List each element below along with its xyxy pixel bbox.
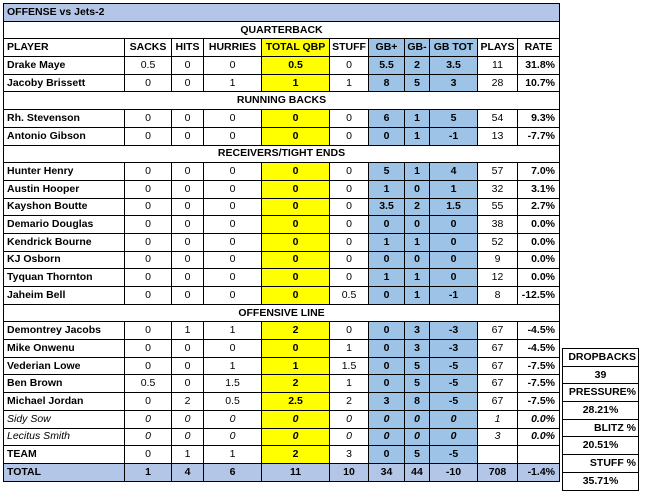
summary-label: BLITZ % — [563, 419, 639, 437]
section-offensive-line — [4, 304, 560, 322]
player-name: Tyquan Thornton — [4, 269, 125, 287]
gb-plus-cell: 0 — [369, 287, 405, 305]
rate-cell: 9.3% — [518, 110, 560, 128]
plays-cell: 32 — [478, 180, 518, 198]
gb-minus-cell: 1 — [405, 110, 430, 128]
total-qbp-cell: 2 — [262, 322, 330, 340]
hits-cell: 1 — [172, 322, 204, 340]
hurries-cell: 0 — [204, 127, 262, 145]
stuff-cell: 1.5 — [330, 357, 369, 375]
gb-plus-cell: 5.5 — [369, 57, 405, 75]
gb-minus-cell: 0 — [405, 180, 430, 198]
hits-cell: 0 — [172, 269, 204, 287]
plays-cell: 67 — [478, 375, 518, 393]
hits-cell: 0 — [172, 198, 204, 216]
player-name: Demario Douglas — [4, 216, 125, 234]
sacks-cell: 0 — [125, 180, 172, 198]
gb-minus-cell: 1 — [405, 127, 430, 145]
sacks-cell: 0 — [125, 357, 172, 375]
total-cell: 10 — [330, 463, 369, 481]
section-title: RECEIVERS/TIGHT ENDS — [4, 145, 560, 163]
player-row — [4, 428, 560, 446]
hurries-cell: 0 — [204, 110, 262, 128]
total-qbp-cell: 1 — [262, 74, 330, 92]
total-cell: 34 — [369, 463, 405, 481]
player-name: Sidy Sow — [4, 410, 125, 428]
sacks-cell: 0 — [125, 233, 172, 251]
total-qbp-cell: 2 — [262, 446, 330, 464]
gb-minus-cell: 1 — [405, 287, 430, 305]
gb-plus-cell: 1 — [369, 233, 405, 251]
hurries-cell: 0 — [204, 269, 262, 287]
plays-cell: 1 — [478, 410, 518, 428]
player-row — [4, 269, 560, 287]
gb-tot-cell: -5 — [430, 357, 478, 375]
column-header-row — [4, 39, 560, 57]
total-cell: 708 — [478, 463, 518, 481]
summary-value: 39 — [563, 366, 639, 384]
header-stuff: STUFF — [330, 39, 369, 57]
player-name: Jaheim Bell — [4, 287, 125, 305]
total-qbp-cell: 0 — [262, 110, 330, 128]
player-row — [4, 340, 560, 358]
header-sacks: SACKS — [125, 39, 172, 57]
hurries-cell: 1 — [204, 357, 262, 375]
hits-cell: 0 — [172, 251, 204, 269]
gb-tot-cell: 1.5 — [430, 198, 478, 216]
sacks-cell: 0 — [125, 446, 172, 464]
gb-minus-cell: 1 — [405, 233, 430, 251]
rate-cell: 0.0% — [518, 428, 560, 446]
total-qbp-cell: 0.5 — [262, 57, 330, 75]
gb-tot-cell: -1 — [430, 127, 478, 145]
hurries-cell: 0 — [204, 233, 262, 251]
hits-cell: 0 — [172, 163, 204, 181]
player-row — [4, 287, 560, 305]
hits-cell: 0 — [172, 216, 204, 234]
gb-plus-cell: 0 — [369, 446, 405, 464]
stuff-cell: 0 — [330, 251, 369, 269]
gb-tot-cell: 4 — [430, 163, 478, 181]
summary-label: DROPBACKS — [563, 349, 639, 367]
gb-plus-cell: 0 — [369, 410, 405, 428]
summary-label-row — [563, 455, 639, 473]
player-row — [4, 375, 560, 393]
sheet-title: OFFENSE vs Jets-2 — [4, 4, 560, 22]
gb-plus-cell: 0 — [369, 375, 405, 393]
gb-minus-cell: 2 — [405, 57, 430, 75]
gb-tot-cell: -3 — [430, 322, 478, 340]
summary-value-row — [563, 472, 639, 490]
hurries-cell: 0 — [204, 57, 262, 75]
gb-tot-cell: -5 — [430, 393, 478, 411]
rate-cell — [518, 446, 560, 464]
player-name: Lecitus Smith — [4, 428, 125, 446]
gb-minus-cell: 0 — [405, 410, 430, 428]
gb-minus-cell: 3 — [405, 322, 430, 340]
total-cell: 6 — [204, 463, 262, 481]
total-qbp-cell: 0 — [262, 340, 330, 358]
total-label: TOTAL — [4, 463, 125, 481]
gb-tot-cell: 0 — [430, 269, 478, 287]
rate-cell: -7.5% — [518, 375, 560, 393]
gb-plus-cell: 6 — [369, 110, 405, 128]
gb-minus-cell: 0 — [405, 216, 430, 234]
gb-plus-cell: 0 — [369, 251, 405, 269]
hurries-cell: 0 — [204, 198, 262, 216]
total-cell: 11 — [262, 463, 330, 481]
gb-tot-cell: -5 — [430, 375, 478, 393]
gb-plus-cell: 0 — [369, 127, 405, 145]
player-name: Austin Hooper — [4, 180, 125, 198]
plays-cell: 67 — [478, 340, 518, 358]
stuff-cell: 1 — [330, 340, 369, 358]
plays-cell: 3 — [478, 428, 518, 446]
total-qbp-cell: 0 — [262, 233, 330, 251]
gb-tot-cell: 0 — [430, 216, 478, 234]
summary-label-row — [563, 419, 639, 437]
hits-cell: 0 — [172, 180, 204, 198]
summary-label-row — [563, 349, 639, 367]
hits-cell: 0 — [172, 357, 204, 375]
rate-cell: 3.1% — [518, 180, 560, 198]
plays-cell: 12 — [478, 269, 518, 287]
summary-stats-table — [562, 348, 639, 491]
total-qbp-cell: 0 — [262, 287, 330, 305]
header-gb-tot: GB TOT — [430, 39, 478, 57]
gb-plus-cell: 8 — [369, 74, 405, 92]
hurries-cell: 0 — [204, 287, 262, 305]
total-row — [4, 463, 560, 481]
hits-cell: 0 — [172, 410, 204, 428]
total-qbp-cell: 2 — [262, 375, 330, 393]
hurries-cell: 0 — [204, 251, 262, 269]
summary-value: 28.21% — [563, 402, 639, 420]
player-row — [4, 198, 560, 216]
sacks-cell: 0 — [125, 163, 172, 181]
hits-cell: 1 — [172, 446, 204, 464]
total-cell: -1.4% — [518, 463, 560, 481]
stuff-cell: 1 — [330, 375, 369, 393]
sacks-cell: 0 — [125, 127, 172, 145]
stuff-cell: 0 — [330, 410, 369, 428]
player-name: Michael Jordan — [4, 393, 125, 411]
sacks-cell: 0.5 — [125, 375, 172, 393]
plays-cell: 67 — [478, 393, 518, 411]
sacks-cell: 0 — [125, 393, 172, 411]
total-cell: -10 — [430, 463, 478, 481]
total-qbp-cell: 0 — [262, 251, 330, 269]
player-name: Kayshon Boutte — [4, 198, 125, 216]
player-row — [4, 393, 560, 411]
total-qbp-cell: 0 — [262, 269, 330, 287]
player-name: Drake Maye — [4, 57, 125, 75]
player-name: Kendrick Bourne — [4, 233, 125, 251]
gb-plus-cell: 3 — [369, 393, 405, 411]
header-player: PLAYER — [4, 39, 125, 57]
rate-cell: -7.5% — [518, 357, 560, 375]
gb-tot-cell: 0 — [430, 251, 478, 269]
gb-plus-cell: 0 — [369, 428, 405, 446]
hurries-cell: 1 — [204, 74, 262, 92]
rate-cell: 2.7% — [518, 198, 560, 216]
title-row — [4, 4, 560, 22]
hits-cell: 2 — [172, 393, 204, 411]
stuff-cell: 0.5 — [330, 287, 369, 305]
summary-label: STUFF % — [563, 455, 639, 473]
gb-plus-cell: 1 — [369, 180, 405, 198]
stuff-cell: 0 — [330, 233, 369, 251]
rate-cell: 0.0% — [518, 216, 560, 234]
player-name: Jacoby Brissett — [4, 74, 125, 92]
rate-cell: 0.0% — [518, 410, 560, 428]
section-title: QUARTERBACK — [4, 21, 560, 39]
sacks-cell: 0 — [125, 340, 172, 358]
plays-cell: 55 — [478, 198, 518, 216]
summary-value-row — [563, 437, 639, 455]
total-qbp-cell: 0 — [262, 163, 330, 181]
player-row — [4, 216, 560, 234]
summary-value: 20.51% — [563, 437, 639, 455]
player-name: Ben Brown — [4, 375, 125, 393]
stuff-cell: 1 — [330, 74, 369, 92]
rate-cell: 7.0% — [518, 163, 560, 181]
header-gb: GB- — [405, 39, 430, 57]
stuff-cell: 0 — [330, 216, 369, 234]
total-qbp-cell: 0 — [262, 410, 330, 428]
player-name: Rh. Stevenson — [4, 110, 125, 128]
summary-label: PRESSURE% — [563, 384, 639, 402]
gb-plus-cell: 5 — [369, 163, 405, 181]
header-rate: RATE — [518, 39, 560, 57]
gb-tot-cell: 3 — [430, 74, 478, 92]
player-row — [4, 357, 560, 375]
stuff-cell: 0 — [330, 198, 369, 216]
gb-minus-cell: 5 — [405, 74, 430, 92]
header-hurries: HURRIES — [204, 39, 262, 57]
total-qbp-cell: 0 — [262, 127, 330, 145]
hurries-cell: 0 — [204, 428, 262, 446]
sacks-cell: 0 — [125, 322, 172, 340]
sacks-cell: 0 — [125, 251, 172, 269]
rate-cell: 0.0% — [518, 269, 560, 287]
plays-cell: 38 — [478, 216, 518, 234]
hurries-cell: 0 — [204, 163, 262, 181]
stuff-cell: 0 — [330, 163, 369, 181]
player-name: Hunter Henry — [4, 163, 125, 181]
hits-cell: 0 — [172, 428, 204, 446]
summary-label-row — [563, 384, 639, 402]
gb-tot-cell: 3.5 — [430, 57, 478, 75]
rate-cell: -4.5% — [518, 322, 560, 340]
hits-cell: 0 — [172, 110, 204, 128]
gb-minus-cell: 0 — [405, 428, 430, 446]
stats-table — [3, 3, 560, 482]
rate-cell: 31.8% — [518, 57, 560, 75]
section-title: OFFENSIVE LINE — [4, 304, 560, 322]
total-cell: 4 — [172, 463, 204, 481]
total-qbp-cell: 0 — [262, 198, 330, 216]
gb-minus-cell: 5 — [405, 375, 430, 393]
stuff-cell: 0 — [330, 127, 369, 145]
gb-tot-cell: 0 — [430, 428, 478, 446]
rate-cell: 0.0% — [518, 233, 560, 251]
gb-minus-cell: 5 — [405, 357, 430, 375]
header-plays: PLAYS — [478, 39, 518, 57]
hits-cell: 0 — [172, 57, 204, 75]
summary-value-row — [563, 366, 639, 384]
stuff-cell: 0 — [330, 180, 369, 198]
player-row — [4, 322, 560, 340]
gb-plus-cell: 1 — [369, 269, 405, 287]
stuff-cell: 0 — [330, 57, 369, 75]
player-row — [4, 180, 560, 198]
gb-plus-cell: 0 — [369, 340, 405, 358]
player-row — [4, 233, 560, 251]
total-cell: 1 — [125, 463, 172, 481]
summary-value-row — [563, 402, 639, 420]
hurries-cell: 1 — [204, 446, 262, 464]
sacks-cell: 0 — [125, 428, 172, 446]
hurries-cell: 0 — [204, 180, 262, 198]
hits-cell: 0 — [172, 127, 204, 145]
gb-minus-cell: 5 — [405, 446, 430, 464]
sacks-cell: 0 — [125, 110, 172, 128]
gb-plus-cell: 0 — [369, 322, 405, 340]
sacks-cell: 0 — [125, 198, 172, 216]
gb-tot-cell: 0 — [430, 233, 478, 251]
gb-plus-cell: 3.5 — [369, 198, 405, 216]
gb-minus-cell: 1 — [405, 269, 430, 287]
plays-cell — [478, 446, 518, 464]
rate-cell: -7.5% — [518, 393, 560, 411]
player-row — [4, 163, 560, 181]
sacks-cell: 0.5 — [125, 57, 172, 75]
hits-cell: 0 — [172, 233, 204, 251]
stuff-cell: 0 — [330, 269, 369, 287]
gb-minus-cell: 8 — [405, 393, 430, 411]
plays-cell: 52 — [478, 233, 518, 251]
total-cell: 44 — [405, 463, 430, 481]
player-name: Antonio Gibson — [4, 127, 125, 145]
gb-plus-cell: 0 — [369, 357, 405, 375]
section-receivers-tight-ends — [4, 145, 560, 163]
header-total-qbp: TOTAL QBP — [262, 39, 330, 57]
player-name: Mike Onwenu — [4, 340, 125, 358]
gb-minus-cell: 2 — [405, 198, 430, 216]
sacks-cell: 0 — [125, 269, 172, 287]
hurries-cell: 0.5 — [204, 393, 262, 411]
player-row — [4, 410, 560, 428]
plays-cell: 28 — [478, 74, 518, 92]
stuff-cell: 0 — [330, 428, 369, 446]
plays-cell: 67 — [478, 357, 518, 375]
header-gb: GB+ — [369, 39, 405, 57]
plays-cell: 8 — [478, 287, 518, 305]
summary-value: 35.71% — [563, 472, 639, 490]
hits-cell: 0 — [172, 375, 204, 393]
total-qbp-cell: 0 — [262, 216, 330, 234]
gb-minus-cell: 3 — [405, 340, 430, 358]
hurries-cell: 1 — [204, 322, 262, 340]
plays-cell: 9 — [478, 251, 518, 269]
total-qbp-cell: 0 — [262, 428, 330, 446]
player-row — [4, 110, 560, 128]
player-row — [4, 127, 560, 145]
gb-plus-cell: 0 — [369, 216, 405, 234]
plays-cell: 57 — [478, 163, 518, 181]
hurries-cell: 0 — [204, 216, 262, 234]
player-name: Vederian Lowe — [4, 357, 125, 375]
hurries-cell: 0 — [204, 340, 262, 358]
section-title: RUNNING BACKS — [4, 92, 560, 110]
stuff-cell: 2 — [330, 393, 369, 411]
gb-tot-cell: -3 — [430, 340, 478, 358]
section-running-backs — [4, 92, 560, 110]
stuff-cell: 3 — [330, 446, 369, 464]
hurries-cell: 1.5 — [204, 375, 262, 393]
gb-tot-cell: -5 — [430, 446, 478, 464]
total-qbp-cell: 0 — [262, 180, 330, 198]
rate-cell: -4.5% — [518, 340, 560, 358]
gb-tot-cell: -1 — [430, 287, 478, 305]
player-name: KJ Osborn — [4, 251, 125, 269]
plays-cell: 54 — [478, 110, 518, 128]
sacks-cell: 0 — [125, 216, 172, 234]
stuff-cell: 0 — [330, 110, 369, 128]
hits-cell: 0 — [172, 340, 204, 358]
total-qbp-cell: 1 — [262, 357, 330, 375]
rate-cell: -12.5% — [518, 287, 560, 305]
gb-tot-cell: 0 — [430, 410, 478, 428]
gb-tot-cell: 5 — [430, 110, 478, 128]
rate-cell: 0.0% — [518, 251, 560, 269]
sacks-cell: 0 — [125, 287, 172, 305]
section-quarterback — [4, 21, 560, 39]
gb-minus-cell: 0 — [405, 251, 430, 269]
hits-cell: 0 — [172, 287, 204, 305]
hits-cell: 0 — [172, 74, 204, 92]
player-name: TEAM — [4, 446, 125, 464]
total-qbp-cell: 2.5 — [262, 393, 330, 411]
gb-tot-cell: 1 — [430, 180, 478, 198]
player-name: Demontrey Jacobs — [4, 322, 125, 340]
header-hits: HITS — [172, 39, 204, 57]
plays-cell: 67 — [478, 322, 518, 340]
sacks-cell: 0 — [125, 410, 172, 428]
gb-minus-cell: 1 — [405, 163, 430, 181]
rate-cell: -7.7% — [518, 127, 560, 145]
player-row — [4, 446, 560, 464]
plays-cell: 13 — [478, 127, 518, 145]
hurries-cell: 0 — [204, 410, 262, 428]
sacks-cell: 0 — [125, 74, 172, 92]
stuff-cell: 0 — [330, 322, 369, 340]
plays-cell: 11 — [478, 57, 518, 75]
rate-cell: 10.7% — [518, 74, 560, 92]
player-row — [4, 251, 560, 269]
player-row — [4, 74, 560, 92]
player-row — [4, 57, 560, 75]
